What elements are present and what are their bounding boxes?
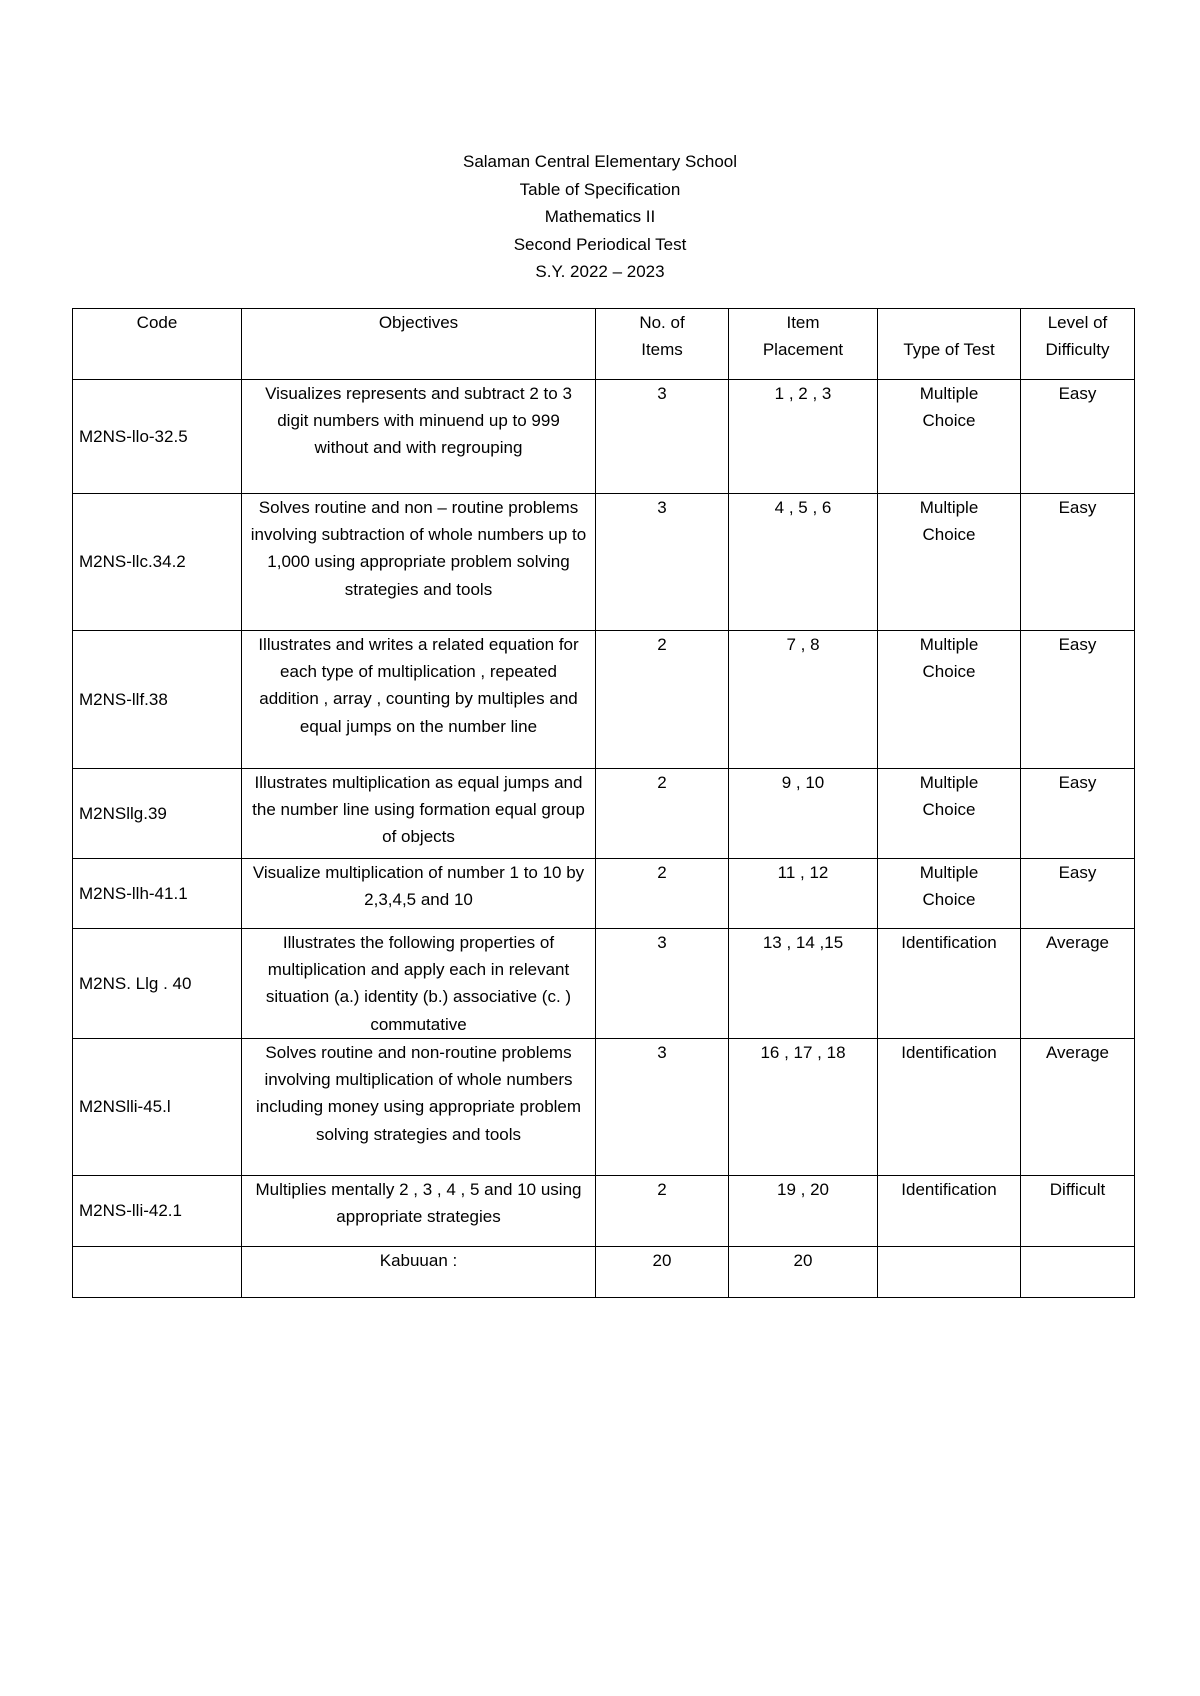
- cell-code: M2NS-llc.34.2: [73, 494, 242, 631]
- cell-objective: Solves routine and non – routine problems involving subtraction of whole numbers up to 1,000 using appropriate problem solving strategies and tools: [242, 494, 596, 631]
- cell-total-empty: [878, 1247, 1021, 1298]
- column-header-items: No. of Items: [596, 309, 729, 380]
- cell-total-empty: [1021, 1247, 1135, 1298]
- column-header-level: Level of Difficulty: [1021, 309, 1135, 380]
- cell-placement: 1 , 2 , 3: [729, 380, 878, 494]
- cell-level: Easy: [1021, 494, 1135, 631]
- cell-items: 3: [596, 380, 729, 494]
- total-items: 20: [596, 1247, 729, 1298]
- table-row: [73, 1176, 1135, 1247]
- cell-items: 3: [596, 1039, 729, 1176]
- cell-level: Difficult: [1021, 1176, 1135, 1247]
- table-row: [73, 631, 1135, 769]
- column-header-type: Type of Test: [878, 309, 1021, 380]
- cell-code: M2NS-llf.38: [73, 631, 242, 769]
- cell-code: M2NSlli-45.l: [73, 1039, 242, 1176]
- cell-level: Easy: [1021, 769, 1135, 859]
- cell-type: Identification: [878, 929, 1021, 1039]
- column-header-placement: Item Placement: [729, 309, 878, 380]
- total-row: [73, 1247, 1135, 1298]
- cell-code: M2NS-llh-41.1: [73, 859, 242, 929]
- cell-objective: Visualize multiplication of number 1 to 10 by 2,3,4,5 and 10: [242, 859, 596, 929]
- cell-level: Easy: [1021, 631, 1135, 769]
- cell-items: 2: [596, 631, 729, 769]
- cell-code: M2NS. Llg . 40: [73, 929, 242, 1039]
- cell-type: Identification: [878, 1039, 1021, 1176]
- school-name: Salaman Central Elementary School: [462, 152, 738, 171]
- school-year: S.Y. 2022 – 2023: [535, 262, 665, 281]
- cell-placement: 19 , 20: [729, 1176, 878, 1247]
- total-label: Kabuuan :: [242, 1247, 596, 1298]
- table-row: [73, 494, 1135, 631]
- cell-type: Identification: [878, 1176, 1021, 1247]
- cell-level: Average: [1021, 929, 1135, 1039]
- table-row: [73, 1039, 1135, 1176]
- test-name: Second Periodical Test: [513, 234, 687, 254]
- document-title: Table of Specification: [519, 179, 681, 199]
- cell-code: M2NS-llo-32.5: [73, 380, 242, 494]
- cell-placement: 4 , 5 , 6: [729, 494, 878, 631]
- cell-objective: Illustrates multiplication as equal jumps and the number line using formation equal group of objects: [242, 769, 596, 859]
- cell-items: 2: [596, 859, 729, 929]
- cell-placement: 13 , 14 ,15: [729, 929, 878, 1039]
- cell-objective: Visualizes represents and subtract 2 to 3 digit numbers with minuend up to 999 without and with regrouping: [242, 380, 596, 494]
- cell-level: Easy: [1021, 859, 1135, 929]
- table-row: [73, 380, 1135, 494]
- cell-objective: Illustrates and writes a related equation for each type of multiplication , repeated addition , array , counting by multiples and equal jumps on the number line: [242, 631, 596, 769]
- cell-code: M2NS-lli-42.1: [73, 1176, 242, 1247]
- cell-objective: Illustrates the following properties of multiplication and apply each in relevant situation (a.) identity (b.) associative (c. ) commutative: [242, 929, 596, 1039]
- column-header-code: Code: [73, 309, 242, 380]
- cell-total-empty: [73, 1247, 242, 1298]
- cell-placement: 7 , 8: [729, 631, 878, 769]
- cell-items: 2: [596, 1176, 729, 1247]
- cell-type: Multiple Choice: [878, 631, 1021, 769]
- cell-placement: 9 , 10: [729, 769, 878, 859]
- total-placement: 20: [729, 1247, 878, 1298]
- cell-level: Easy: [1021, 380, 1135, 494]
- subject-name: Mathematics II: [544, 207, 656, 226]
- cell-type: Multiple Choice: [878, 494, 1021, 631]
- cell-objective: Solves routine and non-routine problems involving multiplication of whole numbers including money using appropriate problem solving strategies and tools: [242, 1039, 596, 1176]
- cell-code: M2NSllg.39: [73, 769, 242, 859]
- cell-items: 3: [596, 929, 729, 1039]
- cell-items: 3: [596, 494, 729, 631]
- cell-placement: 16 , 17 , 18: [729, 1039, 878, 1176]
- cell-type: Multiple Choice: [878, 380, 1021, 494]
- specification-table: [72, 308, 1135, 1298]
- cell-placement: 11 , 12: [729, 859, 878, 929]
- table-row: [73, 769, 1135, 859]
- table-header-row: [73, 309, 1135, 380]
- column-header-objectives: Objectives: [242, 309, 596, 380]
- cell-type: Multiple Choice: [878, 859, 1021, 929]
- cell-objective: Multiplies mentally 2 , 3 , 4 , 5 and 10 using appropriate strategies: [242, 1176, 596, 1247]
- cell-level: Average: [1021, 1039, 1135, 1176]
- document-header: [0, 148, 1200, 286]
- table-row: [73, 859, 1135, 929]
- table-row: [73, 929, 1135, 1039]
- cell-type: Multiple Choice: [878, 769, 1021, 859]
- cell-items: 2: [596, 769, 729, 859]
